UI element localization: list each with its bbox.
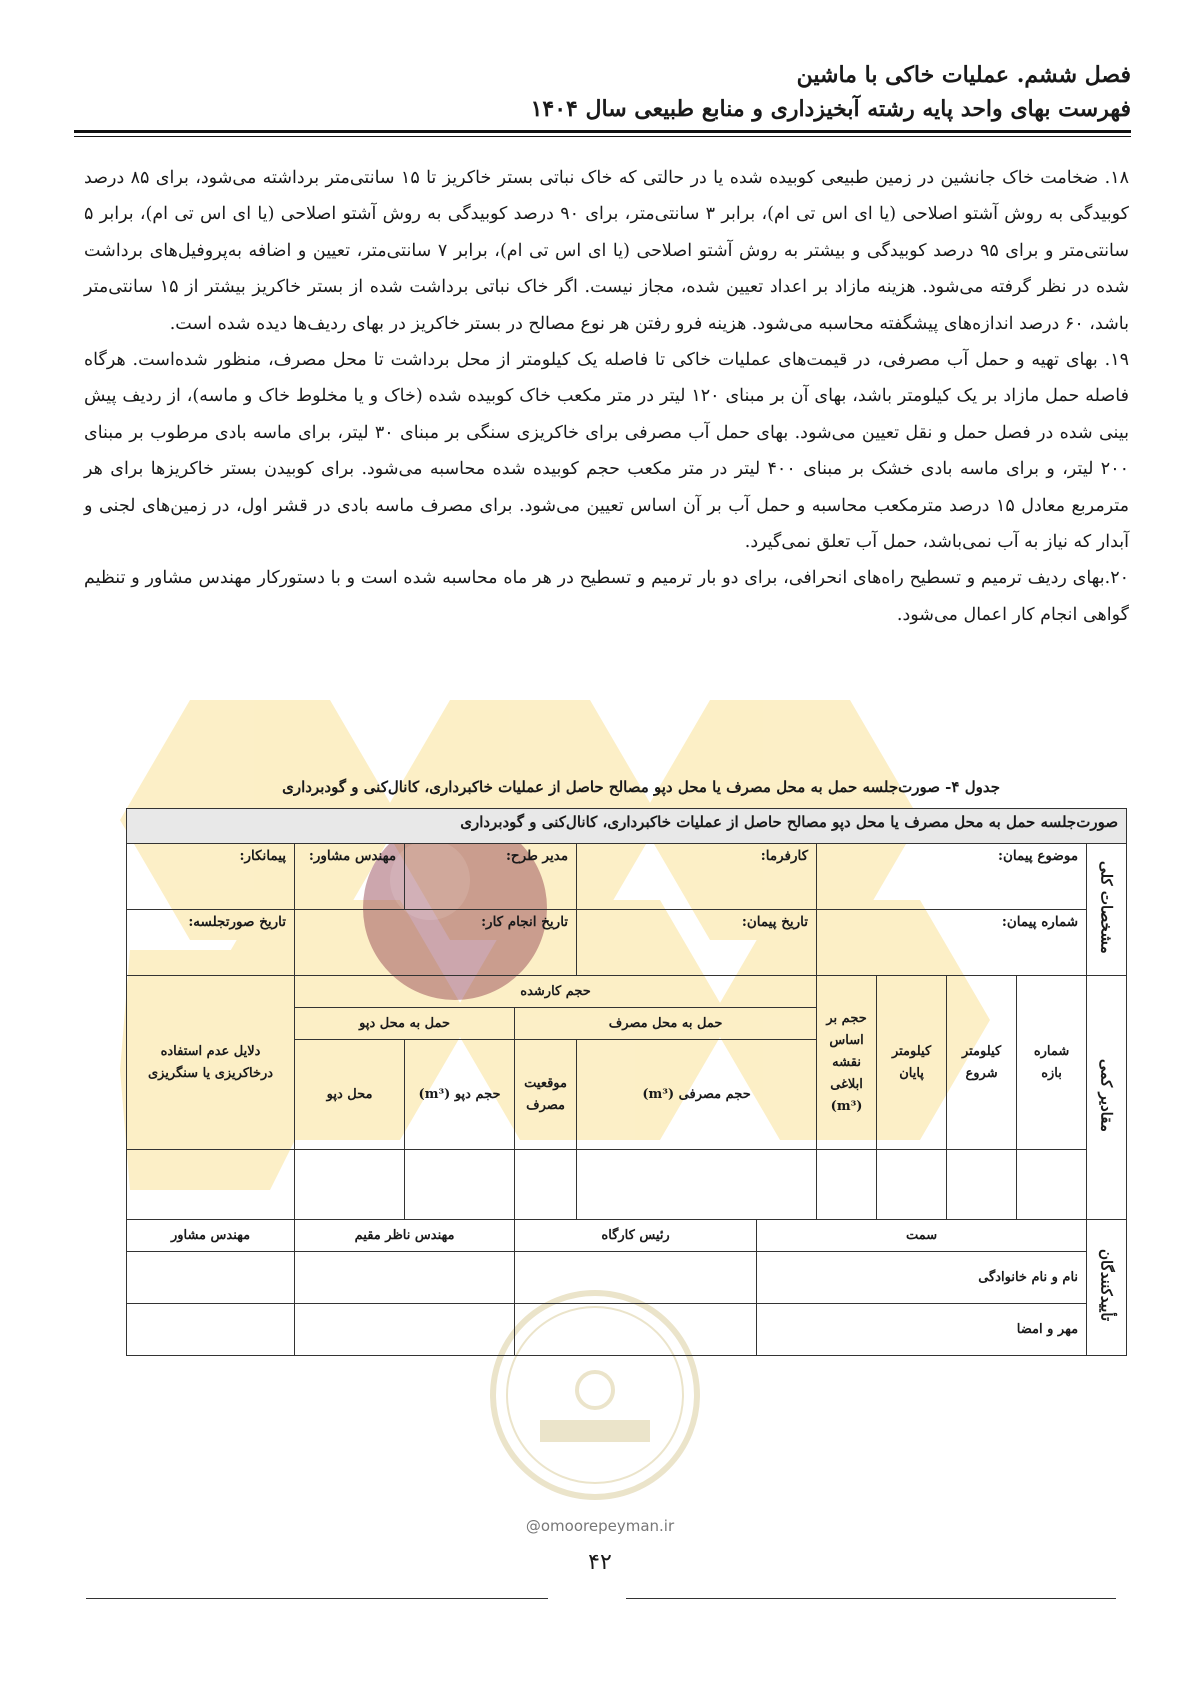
table-cell (405, 1150, 515, 1220)
table-cell (515, 1252, 757, 1304)
table-cell (127, 1150, 295, 1220)
table-cell (127, 1252, 295, 1304)
table-cell (877, 1150, 947, 1220)
use-location-header: موقعیت مصرف (515, 1040, 577, 1150)
contract-number-field: شماره پیمان: (817, 910, 1087, 976)
work-date-field: تاریخ انجام کار: (295, 910, 577, 976)
website-watermark: @omoorepeyman.ir (525, 1517, 675, 1535)
designer-field: مدیر طرح: (405, 844, 577, 910)
minutes-date-field: تاریخ صورتجلسه: (127, 910, 295, 976)
header-rule-thin (74, 136, 1131, 137)
table-title: صورت‌جلسه حمل به محل مصرف یا محل دپو مصالح حاصل از عملیات خاکبرداری، کانال‌کنی و گودبرداری (127, 809, 1127, 844)
footer-rule-right (626, 1598, 1116, 1599)
table-cell (1017, 1150, 1087, 1220)
chapter-title: فصل ششم. عملیات خاکی با ماشین (796, 62, 1131, 88)
table-cell (515, 1304, 757, 1356)
table-cell (947, 1150, 1017, 1220)
table-cell (295, 1150, 405, 1220)
page-header (71, 58, 1131, 126)
depot-location-header: محل دپو (295, 1040, 405, 1150)
paragraph-20: ۲۰.بهای ردیف ترمیم و تسطیح راه‌های انحرافی، برای دو بار ترمیم و تسطیح در هر ماه محاسبه شده است و با دستورکار مهندس مشاور و تنظیم گواهی انجام کار اعمال می‌شود. (84, 568, 1129, 625)
table-cell (515, 1150, 577, 1220)
table-cell (127, 1304, 295, 1356)
used-volume-header: حجم مصرفی (m³) (577, 1040, 817, 1150)
contractor-field: پیمانکار: (127, 844, 295, 910)
haul-to-depot-header: حمل به محل دپو (295, 1008, 515, 1040)
worked-volume-header: حجم کارشده (295, 976, 817, 1008)
table-cell (577, 1150, 817, 1220)
employer-field: کارفرما: (577, 844, 817, 910)
footer-rule-left (86, 1598, 548, 1599)
page-number: ۴۲ (588, 1550, 612, 1575)
resident-engineer-header: مهندس ناظر مقیم (295, 1220, 515, 1252)
body-text (84, 160, 1129, 633)
seal-signature-label: مهر و امضا (757, 1304, 1087, 1356)
section-general: مشخصات کلی (1087, 844, 1127, 976)
section-approvers: تأییدکنندگان (1087, 1220, 1127, 1356)
full-name-label: نام و نام خانوادگی (757, 1252, 1087, 1304)
catalog-title: فهرست بهای واحد پایه رشته آبخیزداری و منابع طبیعی سال ۱۴۰۴ (530, 96, 1131, 122)
header-rule (74, 130, 1131, 133)
paragraph-19: ۱۹. بهای تهیه و حمل آب مصرفی، در قیمت‌های عملیات خاکی تا فاصله یک کیلومتر از محل برداشت تا محل مصرف، منظور شده‌است. هرگاه فاصله حمل مازاد بر یک کیلومتر باشد، بهای آن بر مبنای ۱۲۰ لیتر در متر مکعب خاک کوبیده شده (خاک و یا مخلوط خاک و ماسه)، از ردیف پیش بینی شده در فصل حمل و نقل تعیین می‌شود. بهای حمل آب مصرفی برای خاکریزی سنگی بر مبنای ۳۰ لیتر، برای ماسه بادی مرطوب بر مبنای ۲۰۰ لیتر، و برای ماسه بادی خشک بر مبنای ۴۰۰ لیتر در متر مکعب حجم کوبیده شده محاسبه می‌شود. برای کوبیدن بستر خاکریزها برای هر مترمربع معادل ۱۵ درصد مترمکعب محاسبه و حمل آب بر آن اساس تعیین می‌شود. برای مصرف ماسه بادی در قشر اول، در زمین‌های لجنی و آبدار که نیاز به آب نمی‌باشد، حمل آب تعلق نمی‌گیرد. (84, 350, 1129, 553)
contract-subject-field: موضوع پیمان: (817, 844, 1087, 910)
consultant-field: مهندس مشاور: (295, 844, 405, 910)
table-cell (817, 1150, 877, 1220)
table-caption: جدول ۴- صورت‌جلسه حمل به محل مصرف یا محل دپو مصالح حاصل از عملیات خاکبرداری، کانال‌کنی و گودبرداری (282, 778, 1000, 796)
site-head-header: رئیس کارگاه (515, 1220, 757, 1252)
position-header: سمت (757, 1220, 1087, 1252)
consulting-engineer-header: مهندس مشاور (127, 1220, 295, 1252)
plan-volume-header: حجم بر اساس نقشه ابلاغی (m³) (817, 976, 877, 1150)
depot-volume-header: حجم دپو (m³) (405, 1040, 515, 1150)
section-quantities: مقادیر کمی (1087, 976, 1127, 1220)
contract-date-field: تاریخ پیمان: (577, 910, 817, 976)
reasons-header: دلایل عدم استفاده درخاکریزی یا سنگریزی (127, 976, 295, 1150)
haul-minutes-table (126, 808, 1127, 1356)
km-end-header: کیلومتر پایان (877, 976, 947, 1150)
km-start-header: کیلومتر شروع (947, 976, 1017, 1150)
table-cell (295, 1304, 515, 1356)
segment-number-header: شماره بازه (1017, 976, 1087, 1150)
paragraph-18: ۱۸. ضخامت خاک جانشین در زمین طبیعی کوبیده شده یا در حالتی که خاک نباتی بستر خاکریز تا ۱۵ سانتی‌متر برداشته می‌شود، برای ۸۵ درصد کوبیدگی به روش آشتو اصلاحی (یا ای اس تی ام)، برابر ۳ سانتی‌متر، برای ۹۰ درصد کوبیدگی به روش آشتو اصلاحی (یا ای اس تی ام)، برابر ۵ سانتی‌متر و برای ۹۵ درصد کوبیدگی و بیشتر به روش آشتو اصلاحی (یا ای اس تی ام)، برابر ۷ سانتی‌متر، تعیین و اضافه به‌پروفیل‌های برداشت شده در نظر گرفته می‌شود. هزینه مازاد بر اعداد تعیین شده، مجاز نیست. اگر خاک نباتی برداشت شده از بستر خاکریز بیشتر از ۱۵ سانتی‌متر باشد، ۶۰ درصد اندازه‌های پیشگفته محاسبه می‌شود. هزینه فرو رفتن هر نوع مصالح در بستر خاکریز در بهای ردیف‌ها دیده شده است. (84, 168, 1130, 334)
table-cell (295, 1252, 515, 1304)
haul-to-use-header: حمل به محل مصرف (515, 1008, 817, 1040)
